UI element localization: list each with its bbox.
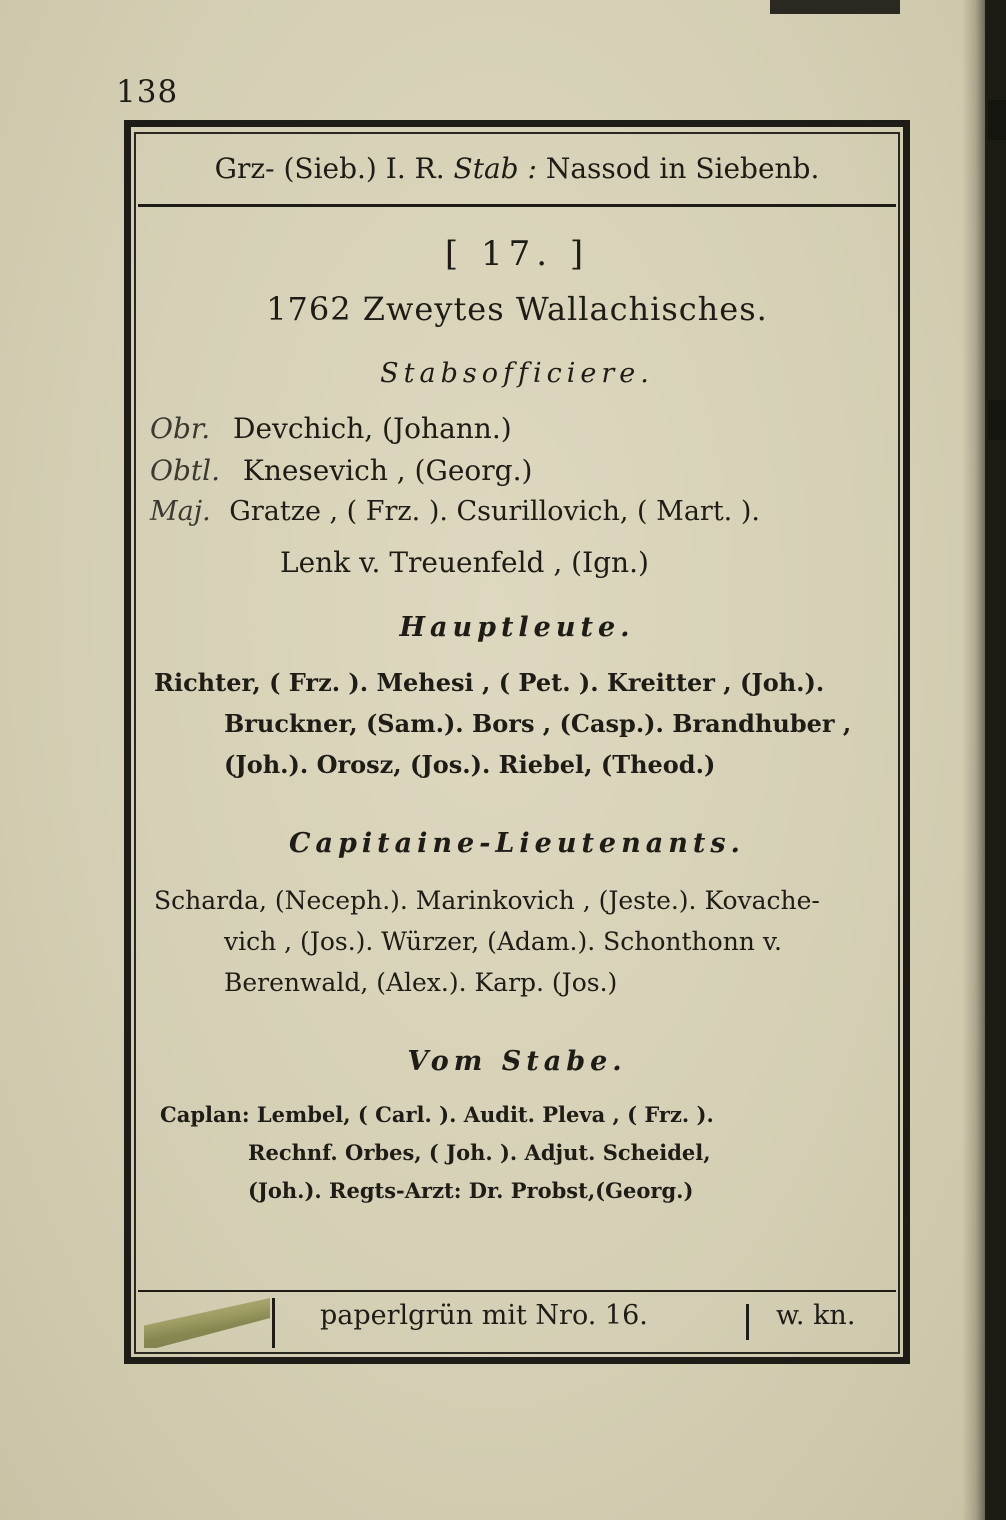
- regiment-number: [ 17. ]: [444, 234, 590, 274]
- vom-stabe-list: [160, 1096, 900, 1210]
- footer-rule: [138, 1290, 896, 1292]
- footer-buttons: w. kn.: [776, 1300, 856, 1331]
- list-line: Richter, ( Frz. ). Mehesi , ( Pet. ). Kreitter , (Joh.).: [154, 668, 825, 697]
- section-title-hauptleute: Hauptleute.: [399, 612, 635, 643]
- section-title-capitaine-lieutenants: Capitaine-Lieutenants.: [289, 828, 745, 859]
- rank-label: Obr.: [150, 412, 211, 445]
- officer-entry: [150, 496, 760, 527]
- list-line: Rechnf. Orbes, ( Joh. ). Adjut. Scheidel,: [248, 1140, 711, 1165]
- officer-name: Lenk v. Treuenfeld , (Ign.): [280, 546, 649, 579]
- officer-entry: [280, 546, 649, 579]
- header-prefix: Grz- (Sieb.) I. R.: [214, 152, 445, 185]
- list-line: (Joh.). Orosz, (Jos.). Riebel, (Theod.): [224, 750, 716, 779]
- footer-facing: paperlgrün mit Nro. 16.: [320, 1300, 648, 1331]
- footer-divider: [272, 1298, 275, 1348]
- list-line: (Joh.). Regts-Arzt: Dr. Probst,(Georg.): [248, 1178, 694, 1203]
- capitaine-lieutenants-list: [154, 880, 894, 1003]
- footer-divider: [746, 1304, 749, 1340]
- list-line: vich , (Jos.). Würzer, (Adam.). Schonthonn v.: [224, 927, 782, 956]
- rank-label: Obtl.: [150, 454, 220, 487]
- header-rule: [138, 204, 896, 207]
- list-line: Bruckner, (Sam.). Bors , (Casp.). Brandhuber ,: [224, 709, 852, 738]
- header-stab-label: Stab :: [453, 152, 537, 185]
- rank-label: Maj.: [150, 496, 211, 527]
- section-title-vom-stabe: Vom Stabe.: [407, 1046, 627, 1077]
- edge-tab: [988, 100, 1006, 140]
- page-number: 138: [116, 74, 179, 110]
- officer-entry: [150, 454, 532, 487]
- officer-name: Gratze , ( Frz. ). Csurillovich, ( Mart. ).: [229, 496, 760, 527]
- officer-entry: [150, 412, 512, 445]
- top-edge-mark: [770, 0, 900, 14]
- officer-name: Knesevich , (Georg.): [242, 454, 533, 487]
- edge-tab: [988, 400, 1006, 440]
- hauptleute-list: [154, 662, 894, 785]
- page-header: [140, 152, 894, 185]
- frame-bottom-edge: [126, 1360, 910, 1364]
- section-title-stabsofficiere: Stabsofficiere.: [380, 358, 654, 389]
- regiment-name: 1762 Zweytes Wallachisches.: [266, 290, 768, 328]
- spine-shadow: [962, 0, 985, 1520]
- list-line: Scharda, (Neceph.). Marinkovich , (Jeste.). Kovache-: [154, 886, 820, 915]
- header-location: Nassod in Siebenb.: [545, 152, 820, 185]
- list-line: Berenwald, (Alex.). Karp. (Jos.): [224, 968, 618, 997]
- list-line: Caplan: Lembel, ( Carl. ). Audit. Pleva , ( Frz. ).: [160, 1102, 714, 1127]
- officer-name: Devchich, (Johann.): [233, 412, 512, 445]
